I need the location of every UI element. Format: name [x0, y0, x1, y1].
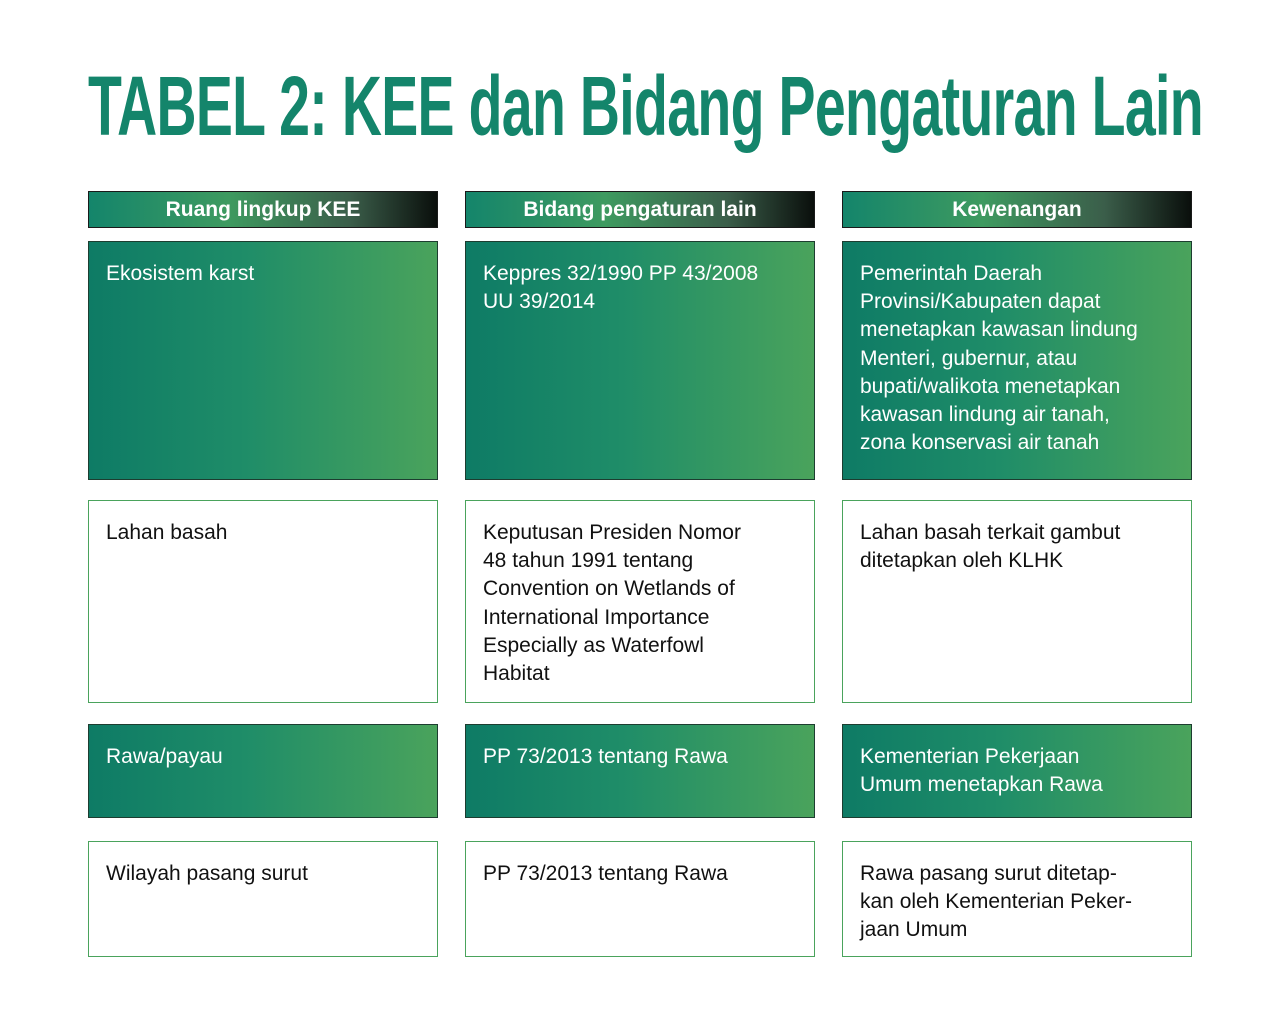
page-title: TABEL 2: KEE dan Bidang Pengaturan Lain — [88, 59, 1204, 153]
table-cell-kewenangan: Pemerintah Daerah Provinsi/Kabupaten dapat menetapkan kawasan lindung Menteri, gubernur, atau bupati/walikota menetapkan kawasan lindung air tanah, zona konservasi air tanah — [842, 241, 1192, 480]
table-cell-bidang-pengaturan: Keputusan Presiden Nomor 48 tahun 1991 tentang Convention on Wetlands of International Importance Especially as Waterfowl Habitat — [465, 500, 815, 703]
table-cell-kewenangan: Lahan basah terkait gambut ditetapkan oleh KLHK — [842, 500, 1192, 703]
table-cell-ruang-lingkup: Lahan basah — [88, 500, 438, 703]
column-header-ruang-lingkup: Ruang lingkup KEE — [88, 191, 438, 228]
column-header-bidang-pengaturan: Bidang pengaturan lain — [465, 191, 815, 228]
table-cell-ruang-lingkup: Ekosistem karst — [88, 241, 438, 480]
column-header-kewenangan: Kewenangan — [842, 191, 1192, 228]
table-cell-kewenangan: Rawa pasang surut ditetap- kan oleh Kementerian Peker- jaan Umum — [842, 841, 1192, 957]
table-cell-bidang-pengaturan: PP 73/2013 tentang Rawa — [465, 841, 815, 957]
table-cell-bidang-pengaturan: Keppres 32/1990 PP 43/2008 UU 39/2014 — [465, 241, 815, 480]
table-cell-ruang-lingkup: Rawa/payau — [88, 724, 438, 818]
table-cell-ruang-lingkup: Wilayah pasang surut — [88, 841, 438, 957]
table-cell-kewenangan: Kementerian Pekerjaan Umum menetapkan Rawa — [842, 724, 1192, 818]
table-cell-bidang-pengaturan: PP 73/2013 tentang Rawa — [465, 724, 815, 818]
